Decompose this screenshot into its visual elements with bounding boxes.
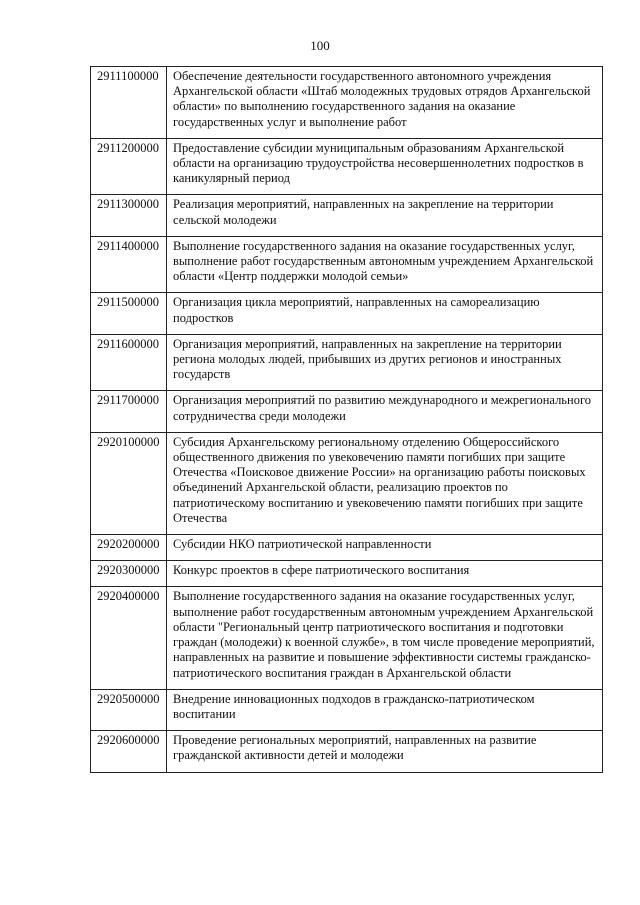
table-row (91, 236, 603, 293)
row-description: Организация мероприятий по развитию международного и межрегионального сотрудничества среди молодежи (167, 391, 603, 432)
row-description: Организация мероприятий, направленных на закрепление на территории региона молодых людей, прибывших из других регионов и иностранных государств (167, 334, 603, 391)
row-code: 2911400000 (91, 236, 167, 293)
table-row (91, 391, 603, 432)
table-row (91, 432, 603, 534)
row-description: Субсидии НКО патриотической направленности (167, 535, 603, 561)
row-code: 2911500000 (91, 293, 167, 334)
table-row (91, 293, 603, 334)
row-description: Предоставление субсидии муниципальным образованиям Архангельской области на организацию трудоустройства несовершеннолетних подростков в каникулярный период (167, 138, 603, 195)
row-description: Субсидия Архангельскому региональному отделению Общероссийского общественного движения по увековечению памяти погибших при защите Отечества «Поисковое движение России» на организацию работы поисковых объединений Архангельской области, реализацию проектов по патриотическому воспитанию и увековечению памяти погибших при защите Отечества (167, 432, 603, 534)
row-code: 2920300000 (91, 561, 167, 587)
row-code: 2911300000 (91, 195, 167, 236)
table-row (91, 731, 603, 772)
row-code: 2920500000 (91, 689, 167, 730)
row-description: Выполнение государственного задания на оказание государственных услуг, выполнение работ государственным автономным учреждением Архангельской области «Центр поддержки молодой семьи» (167, 236, 603, 293)
row-code: 2911700000 (91, 391, 167, 432)
table-row (91, 67, 603, 139)
budget-code-table (90, 66, 603, 773)
row-code: 2911100000 (91, 67, 167, 139)
table-row (91, 138, 603, 195)
row-code: 2920200000 (91, 535, 167, 561)
row-description: Конкурс проектов в сфере патриотического воспитания (167, 561, 603, 587)
row-description: Выполнение государственного задания на оказание государственных услуг, выполнение работ государственным автономным учреждением Архангельской области "Региональный центр патриотического воспитания и подготовки граждан (молодежи) к военной службе», в том числе проведение мероприятий, направленных на развитие и повышение эффективности системы гражданско-патриотического воспитания граждан в Архангельской области (167, 587, 603, 689)
row-description: Реализация мероприятий, направленных на закрепление на территории сельской молодежи (167, 195, 603, 236)
row-description: Внедрение инновационных подходов в гражданско-патриотическом воспитании (167, 689, 603, 730)
row-description: Организация цикла мероприятий, направленных на самореализацию подростков (167, 293, 603, 334)
row-description: Проведение региональных мероприятий, направленных на развитие гражданской активности детей и молодежи (167, 731, 603, 772)
row-code: 2920100000 (91, 432, 167, 534)
page-number: 100 (310, 38, 330, 53)
table-row (91, 195, 603, 236)
table-row (91, 587, 603, 689)
row-code: 2920600000 (91, 731, 167, 772)
table-row (91, 561, 603, 587)
row-code: 2920400000 (91, 587, 167, 689)
row-description: Обеспечение деятельности государственного автономного учреждения Архангельской области «Штаб молодежных трудовых отрядов Архангельской области» по выполнению государственного задания на оказание государственных услуг и выполнение работ (167, 67, 603, 139)
table-row (91, 535, 603, 561)
row-code: 2911600000 (91, 334, 167, 391)
table-row (91, 689, 603, 730)
row-code: 2911200000 (91, 138, 167, 195)
table-row (91, 334, 603, 391)
